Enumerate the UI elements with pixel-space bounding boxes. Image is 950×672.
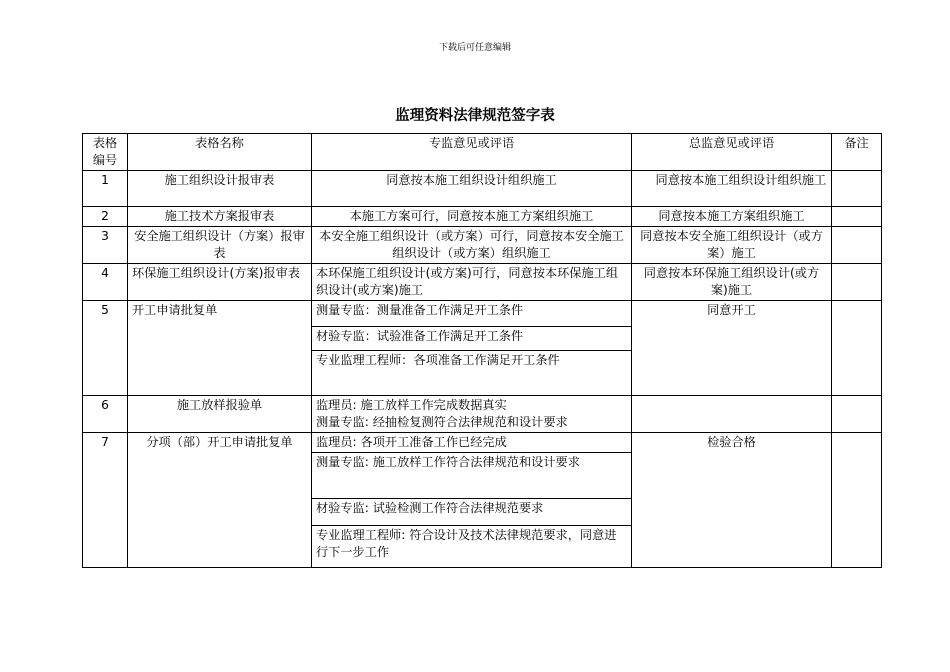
row-specialist-opinion: 监理员: 各项开工准备工作已经完成 xyxy=(312,433,632,453)
table-row xyxy=(83,301,882,327)
row-chief-opinion: 同意按本施工组织设计组织施工 xyxy=(632,171,832,207)
row-specialist-opinion: 专业监理工程师：各项准备工作满足开工条件 xyxy=(312,351,632,396)
row-remarks xyxy=(832,227,882,264)
row-chief-opinion xyxy=(632,396,832,433)
row-remarks xyxy=(832,171,882,207)
row-number: 2 xyxy=(83,207,128,227)
row-specialist-opinion: 本环保施工组织设计(或方案)可行，同意按本环保施工组织设计(或方案)施工 xyxy=(312,264,632,301)
signature-table xyxy=(82,133,882,568)
row-form-name: 施工放样报验单 xyxy=(128,396,312,433)
col-header-name: 表格名称 xyxy=(128,134,312,171)
table-row xyxy=(83,264,882,301)
table-row xyxy=(83,227,882,264)
specialist-line: 监理员: 施工放样工作完成数据真实 xyxy=(316,398,507,412)
row-remarks xyxy=(832,433,882,568)
row-specialist-opinion: 本施工方案可行，同意按本施工方案组织施工 xyxy=(312,207,632,227)
row-remarks xyxy=(832,264,882,301)
table-row xyxy=(83,396,882,433)
row-chief-opinion: 同意按本安全施工组织设计（或方案）施工 xyxy=(632,227,832,264)
row-chief-opinion: 同意开工 xyxy=(632,301,832,396)
row-number: 5 xyxy=(83,301,128,396)
row-number: 3 xyxy=(83,227,128,264)
row-number: 6 xyxy=(83,396,128,433)
row-remarks xyxy=(832,396,882,433)
header-watermark: 下载后可任意编辑 xyxy=(438,43,511,53)
document-title: 监理资料法律规范签字表 xyxy=(395,108,555,124)
table-row xyxy=(83,171,882,207)
table-header-row xyxy=(83,134,882,171)
row-specialist-opinion: 本安全施工组织设计（或方案）可行，同意按本安全施工组织设计（或方案）组织施工 xyxy=(312,227,632,264)
row-remarks xyxy=(832,207,882,227)
specialist-line: 测量专监: 经抽检复测符合法律规范和设计要求 xyxy=(316,415,568,429)
row-form-name: 安全施工组织设计（方案）报审表 xyxy=(128,227,312,264)
col-header-chief: 总监意见或评语 xyxy=(632,134,832,171)
row-specialist-opinion xyxy=(312,396,632,433)
row-form-name: 环保施工组织设计(方案)报审表 xyxy=(128,264,312,301)
table-row xyxy=(83,433,882,453)
row-remarks xyxy=(832,301,882,396)
row-specialist-opinion: 专业监理工程师: 符合设计及技术法律规范要求，同意进行下一步工作 xyxy=(312,526,632,568)
row-number: 4 xyxy=(83,264,128,301)
row-chief-opinion: 同意按本环保施工组织设计(或方案)施工 xyxy=(632,264,832,301)
row-chief-opinion: 同意按本施工方案组织施工 xyxy=(632,207,832,227)
row-specialist-opinion: 同意按本施工组织设计组织施工 xyxy=(312,171,632,207)
row-specialist-opinion: 测量专监：测量准备工作满足开工条件 xyxy=(312,301,632,327)
table-row xyxy=(83,207,882,227)
row-form-name: 分项（部）开工申请批复单 xyxy=(128,433,312,568)
col-header-remarks: 备注 xyxy=(832,134,882,171)
col-header-specialist: 专监意见或评语 xyxy=(312,134,632,171)
row-specialist-opinion: 测量专监: 施工放样工作符合法律规范和设计要求 xyxy=(312,453,632,499)
row-number: 7 xyxy=(83,433,128,568)
row-form-name: 施工组织设计报审表 xyxy=(128,171,312,207)
row-chief-opinion: 检验合格 xyxy=(632,433,832,568)
row-form-name: 施工技术方案报审表 xyxy=(128,207,312,227)
row-form-name: 开工申请批复单 xyxy=(128,301,312,396)
col-header-number: 表格编号 xyxy=(83,134,128,171)
row-specialist-opinion: 材验专监: 试验检测工作符合法律规范要求 xyxy=(312,499,632,526)
row-specialist-opinion: 材验专监：试验准备工作满足开工条件 xyxy=(312,327,632,351)
row-number: 1 xyxy=(83,171,128,207)
